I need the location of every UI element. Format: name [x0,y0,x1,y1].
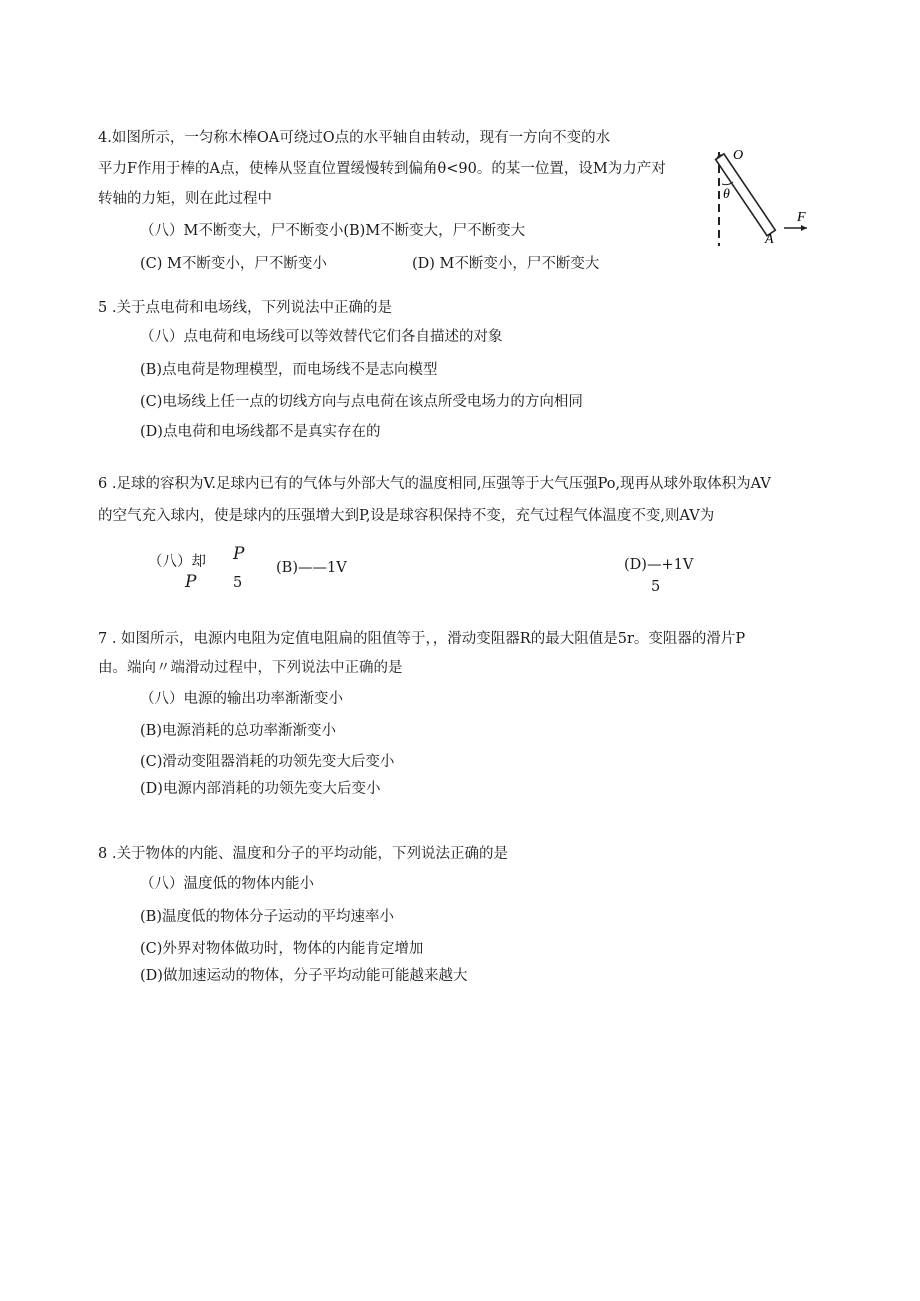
q7-stem-line2: 由。端向〃端滑动过程中，下列说法中正确的是 [98,660,403,676]
q8-option-a: （八）温度低的物体内能小 [140,876,314,892]
q8-option-c: (C)外界对物体做功时，物体的内能肯定增加 [140,941,424,957]
label-theta: θ [723,187,730,202]
q6-option-a-denominator: 5 [233,575,243,591]
q8-stem: 8 .关于物体的内能、温度和分子的平均动能，下列说法正确的是 [98,846,508,862]
q8-option-d: (D)做加速运动的物体，分子平均动能可能越来越大 [140,968,468,984]
q4-stem-line2: 平力F作用于棒的A点，使棒从竖直位置缓慢转到偏角θ<90。的某一位置，设M为力产对 [98,161,666,177]
force-arrow-head [801,225,807,231]
q6-option-b: (B)——1V [276,560,347,576]
q7-option-a: （八）电源的输出功率渐渐变小 [140,691,343,707]
q6-option-a-p-bottom: P [185,572,197,592]
q6-option-a: （八）却 [148,554,206,570]
q4-stem-line1: 4.如图所示，一匀称木棒OA可绕过O点的水平轴自由转动，现有一方向不变的水 [98,130,611,146]
q4-option-c: (C) M不断变小，尸不断变小 [140,256,327,272]
q6-option-a-p-top: P [233,544,245,564]
q7-stem-line1: 7 . 如图所示，电源内电阻为定值电阻扁的阻值等于，，滑动变阻器R的最大阻值是5r。变阻器的滑片P [98,631,746,647]
label-f: F [797,210,806,225]
q4-option-d: (D) M不断变小，尸不断变大 [412,256,600,272]
q7-option-d: (D)电源内部消耗的功领先变大后变小 [140,781,381,797]
q8-option-b: (B)温度低的物体分子运动的平均速率小 [140,909,394,925]
q6-stem-line1: 6 .足球的容积为V.足球内已有的气体与外部大气的温度相同,压强等于大气压强Po,现再从球外取体积为AV [98,476,771,492]
q6-stem-line2: 的空气充入球内，使是球内的压强增大到P,设是球容积保持不变，充气过程气体温度不变,则AV为 [98,508,715,524]
q5-option-a: （八）点电荷和电场线可以等效替代它们各自描述的对象 [140,329,503,345]
rod-diagram [712,142,812,250]
q6-option-d-denominator: 5 [651,579,661,595]
q5-option-c: (C)电场线上任一点的切线方向与点电荷在该点所受电场力的方向相同 [140,394,583,410]
q7-option-b: (B)电源消耗的总功率渐渐变小 [140,723,336,739]
q6-option-d: (D)—+1V [624,557,694,573]
q5-option-d: (D)点电荷和电场线都不是真实存在的 [140,424,381,440]
label-o: O [733,148,744,163]
q5-option-b: (B)点电荷是物理模型，而电场线不是志向模型 [140,362,438,378]
label-a: A [765,232,774,247]
q7-option-c: (C)滑动变阻器消耗的功领先变大后变小 [140,754,395,770]
q5-stem: 5 .关于点电荷和电场线，下列说法中正确的是 [98,300,392,316]
q4-stem-line3: 转轴的力矩，则在此过程中 [98,191,272,207]
q4-option-a-b: （八）M不断变大，尸不断变小(B)M不断变大，尸不断变大 [140,223,526,239]
